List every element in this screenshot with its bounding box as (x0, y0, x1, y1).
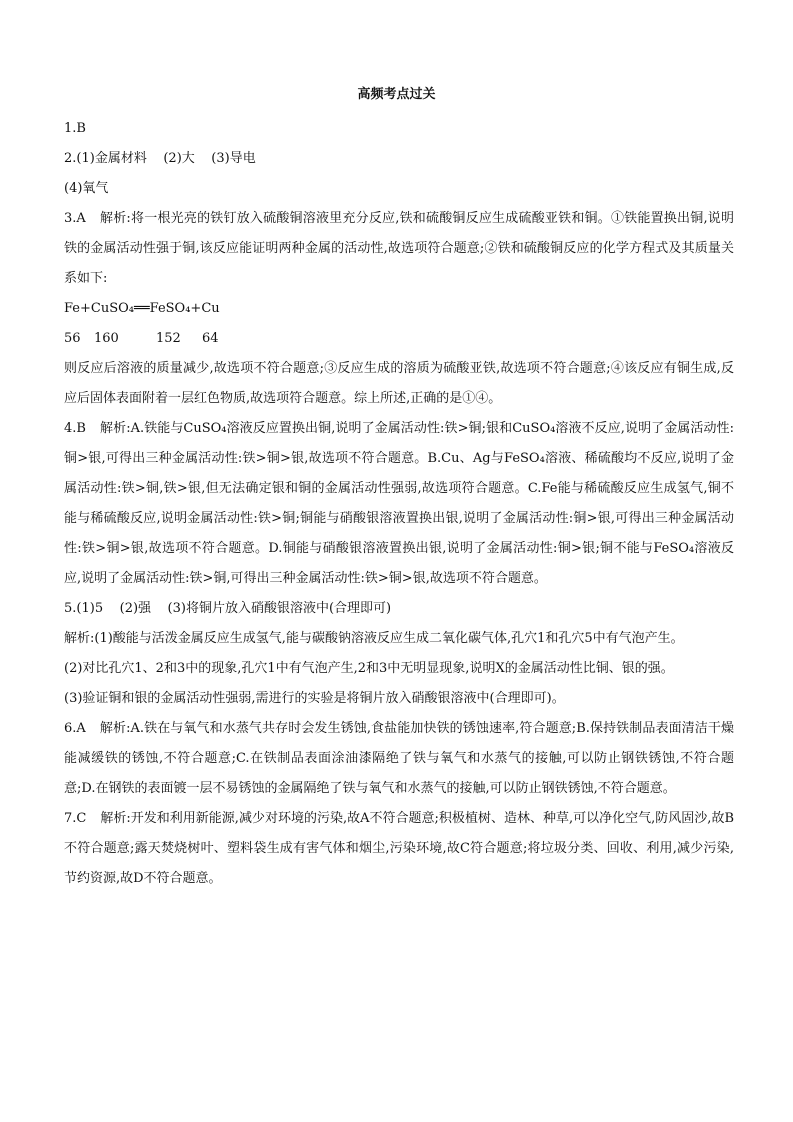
answer-6-label: 解析: (99, 721, 131, 736)
mass-feso4: 152 (156, 331, 181, 346)
mass-cu: 64 (202, 331, 219, 346)
mass-fe: 56 (64, 331, 81, 346)
answer-1: 1.B (64, 121, 86, 136)
answer-7 (64, 804, 734, 894)
answer-4 (64, 414, 734, 594)
answer-7-text: 开发和利用新能源,减少对环境的污染,故A不符合题意;积极植树、造林、种草,可以净化空气,防风固沙,故B不符合题意;露天焚烧树叶、塑料袋生成有害气体和烟尘,污染环境,故C符合题意;将垃圾分类、回收、利用,减少污染,节约资源,故D不符合题意。 (64, 811, 735, 886)
answer-5-text-1: (1)酸能与活泼金属反应生成氢气,能与碳酸钠溶液反应生成二氧化碳气体,孔穴1和孔穴5中有气泡产生。 (94, 631, 684, 646)
answer-4-text: A.铁能与CuSO₄溶液反应置换出铜,说明了金属活动性:铁>铜;银和CuSO₄溶液不反应,说明了金属活动性:铜>银,可得出三种金属活动性:铁>铜>银,故选项不符合题意。B.Cu、Ag与FeSO₄溶液、稀硫酸均不反应,说明了金属活动性:铁>铜,铁>银,但无法确定银和铜的金属活动性强弱,故选项符合题意。C.Fe能与稀硫酸反应生成氢气,铜不能与稀硫酸反应,说明金属活动性:铁>铜;铜能与硝酸银溶液置换出银,说明了金属活动性:铜>银,可得出三种金属活动性:铁>铜>银,故选项不符合题意。D.铜能与硝酸银溶液置换出银,说明了金属活动性:铜>银;铜不能与FeSO₄溶液反应,说明了金属活动性:铁>铜,可得出三种金属活动性:铁>铜>银,故选项不符合题意。 (64, 421, 734, 586)
answer-2-line-2: (4)氧气 (64, 181, 109, 196)
answer-5-line-1: 5.(1)5 (2)强 (3)将铜片放入硝酸银溶液中(合理即可) (64, 601, 392, 616)
answer-5-label: 解析: (64, 631, 95, 646)
answer-2-line-1: 2.(1)金属材料 (2)大 (3)导电 (64, 151, 256, 166)
answer-5-analysis-1 (64, 624, 734, 654)
answer-7-label: 解析: (100, 811, 131, 826)
mass-cuso4: 160 (94, 331, 119, 346)
answer-6-text: A.铁在与氧气和水蒸气共存时会发生锈蚀,食盐能加快铁的锈蚀速率,符合题意;B.保持铁制品表面清洁干燥能减缓铁的锈蚀,不符合题意;C.在铁制品表面涂油漆隔绝了铁与氧气和水蒸气的接触,可以防止钢铁锈蚀,不符合题意;D.在钢铁的表面镀一层不易锈蚀的金属隔绝了铁与氧气和水蒸气的接触,可以防止钢铁锈蚀,不符合题意。 (64, 721, 734, 796)
answer-5-analysis-2: (2)对比孔穴1、2和3中的现象,孔穴1中有气泡产生,2和3中无明显现象,说明X的金属活动性比铜、银的强。 (64, 661, 674, 676)
answer-6 (64, 714, 734, 804)
answer-3-label: 解析: (99, 211, 131, 226)
answer-content (64, 114, 734, 894)
answer-5-analysis-3: (3)验证铜和银的金属活动性强弱,需进行的实验是将铜片放入硝酸银溶液中(合理即可)。 (64, 691, 565, 706)
answer-4-head: 4.B (64, 421, 86, 436)
answer-6-head: 6.A (64, 721, 86, 736)
answer-7-head: 7.C (64, 811, 87, 826)
answer-3-conclusion: 则反应后溶液的质量减少,故选项不符合题意;③反应生成的溶质为硫酸亚铁,故选项不符合题意;④该反应有铜生成,反应后固体表面附着一层红色物质,故选项符合题意。综上所述,正确的是①④。 (64, 361, 734, 406)
answer-3 (64, 204, 734, 294)
answer-3-text: 将一根光亮的铁钉放入硫酸铜溶液里充分反应,铁和硫酸铜反应生成硫酸亚铁和铜。①铁能置换出铜,说明铁的金属活动性强于铜,该反应能证明两种金属的活动性,故选项符合题意;②铁和硫酸铜反应的化学方程式及其质量关系如下: (64, 211, 734, 286)
answer-3-head: 3.A (64, 211, 86, 226)
answer-4-label: 解析: (99, 421, 131, 436)
answer-3-equation: Fe+CuSO₄══FeSO₄+Cu (64, 301, 220, 316)
answer-3-masses (64, 324, 734, 354)
page-title: 高频考点过关 (357, 87, 436, 102)
